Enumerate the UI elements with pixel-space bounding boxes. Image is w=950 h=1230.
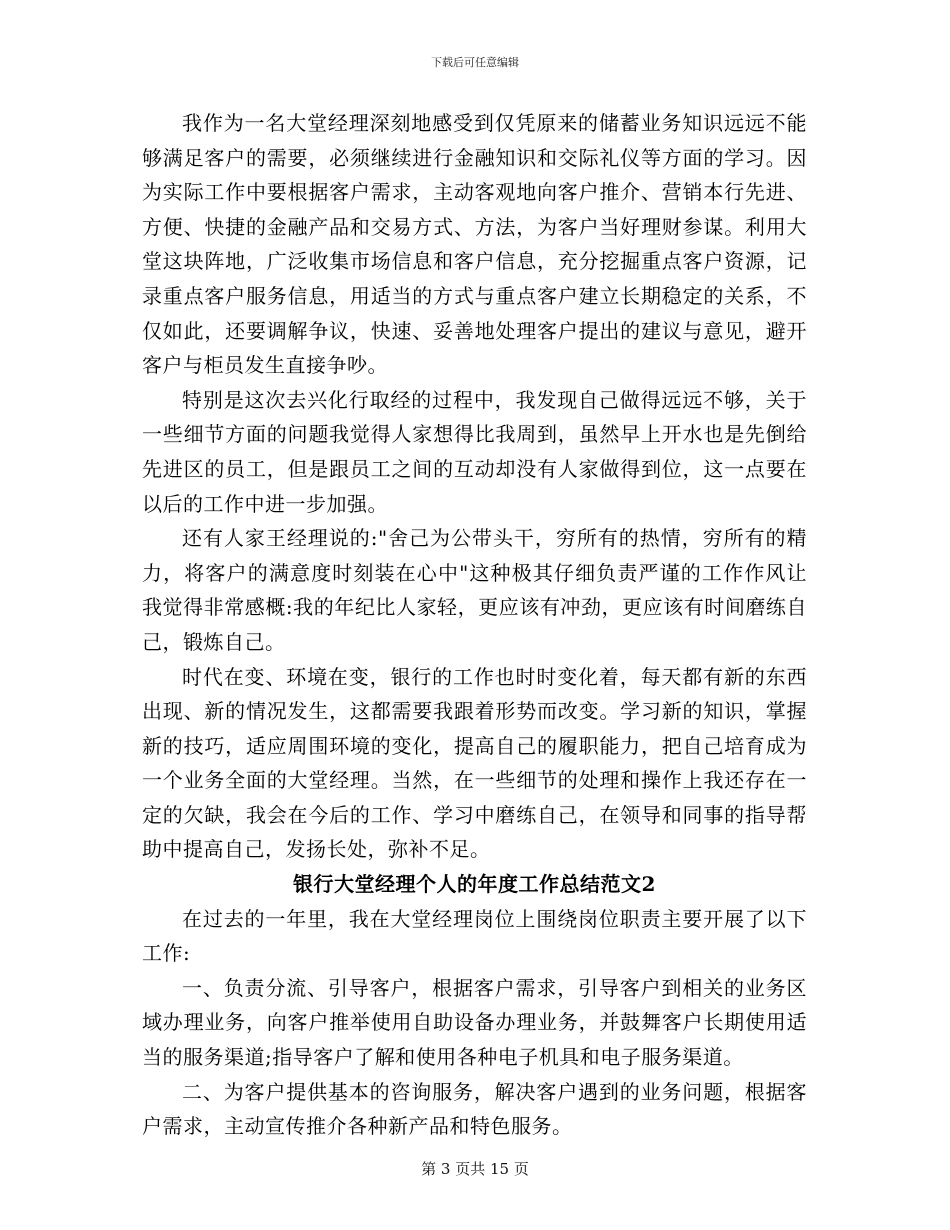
- paragraph: 还有人家王经理说的:"舍己为公带头干，穷所有的热情，穷所有的精力，将客户的满意度时刻装在心中"这种极其仔细负责严谨的工作作风让我觉得非常感概:我的年纪比人家轻，更应该有冲劲，更应该有时间磨练自己，锻炼自己。: [142, 526, 807, 654]
- paragraph: 时代在变、环境在变，银行的工作也时时变化着，每天都有新的东西出现、新的情况发生，这都需要我跟着形势而改变。学习新的知识，掌握新的技巧，适应周围环境的变化，提高自己的履职能力，把自己培育成为一个业务全面的大堂经理。当然，在一些细节的处理和操作上我还存在一定的欠缺，我会在今后的工作、学习中磨练自己，在领导和同事的指导帮助中提高自己，发扬长处，弥补不足。: [142, 664, 807, 862]
- paragraph: 特别是这次去兴化行取经的过程中，我发现自己做得远远不够，关于一些细节方面的问题我觉得人家想得比我周到，虽然早上开水也是先倒给先进区的员工，但是跟员工之间的互动却没有人家做得到位，这一点要在以后的工作中进一步加强。: [142, 387, 807, 516]
- paragraph: 一、负责分流、引导客户，根据客户需求，引导客户到相关的业务区域办理业务，向客户推举使用自助设备办理业务，并鼓舞客户长期使用适当的服务渠道;指导客户了解和使用各种电子机具和电子服务渠道。: [142, 975, 807, 1070]
- section-heading: 银行大堂经理个人的年度工作总结范文2: [293, 872, 656, 897]
- page-header-note: 下载后可任意编辑: [431, 56, 519, 69]
- paragraph: 二、为客户提供基本的咨询服务，解决客户遇到的业务问题，根据客户需求，主动宣传推介各种新产品和特色服务。: [142, 1079, 807, 1139]
- paragraph: 我作为一名大堂经理深刻地感受到仅凭原来的储蓄业务知识远远不能够满足客户的需要，必须继续进行金融知识和交际礼仪等方面的学习。因为实际工作中要根据客户需求，主动客观地向客户推介、营销本行先进、方便、快捷的金融产品和交易方式、方法，为客户当好理财参谋。利用大堂这块阵地，广泛收集市场信息和客户信息，充分挖掘重点客户资源，记录重点客户服务信息，用适当的方式与重点客户建立长期稳定的关系，不仅如此，还要调解争议，快速、妥善地处理客户提出的建议与意见，避开客户与柜员发生直接争吵。: [142, 111, 807, 378]
- document-body: [142, 106, 807, 1144]
- page-footer-number: 第 3 页共 15 页: [421, 1160, 529, 1178]
- paragraph: 在过去的一年里，我在大堂经理岗位上围绕岗位职责主要开展了以下工作:: [142, 906, 807, 966]
